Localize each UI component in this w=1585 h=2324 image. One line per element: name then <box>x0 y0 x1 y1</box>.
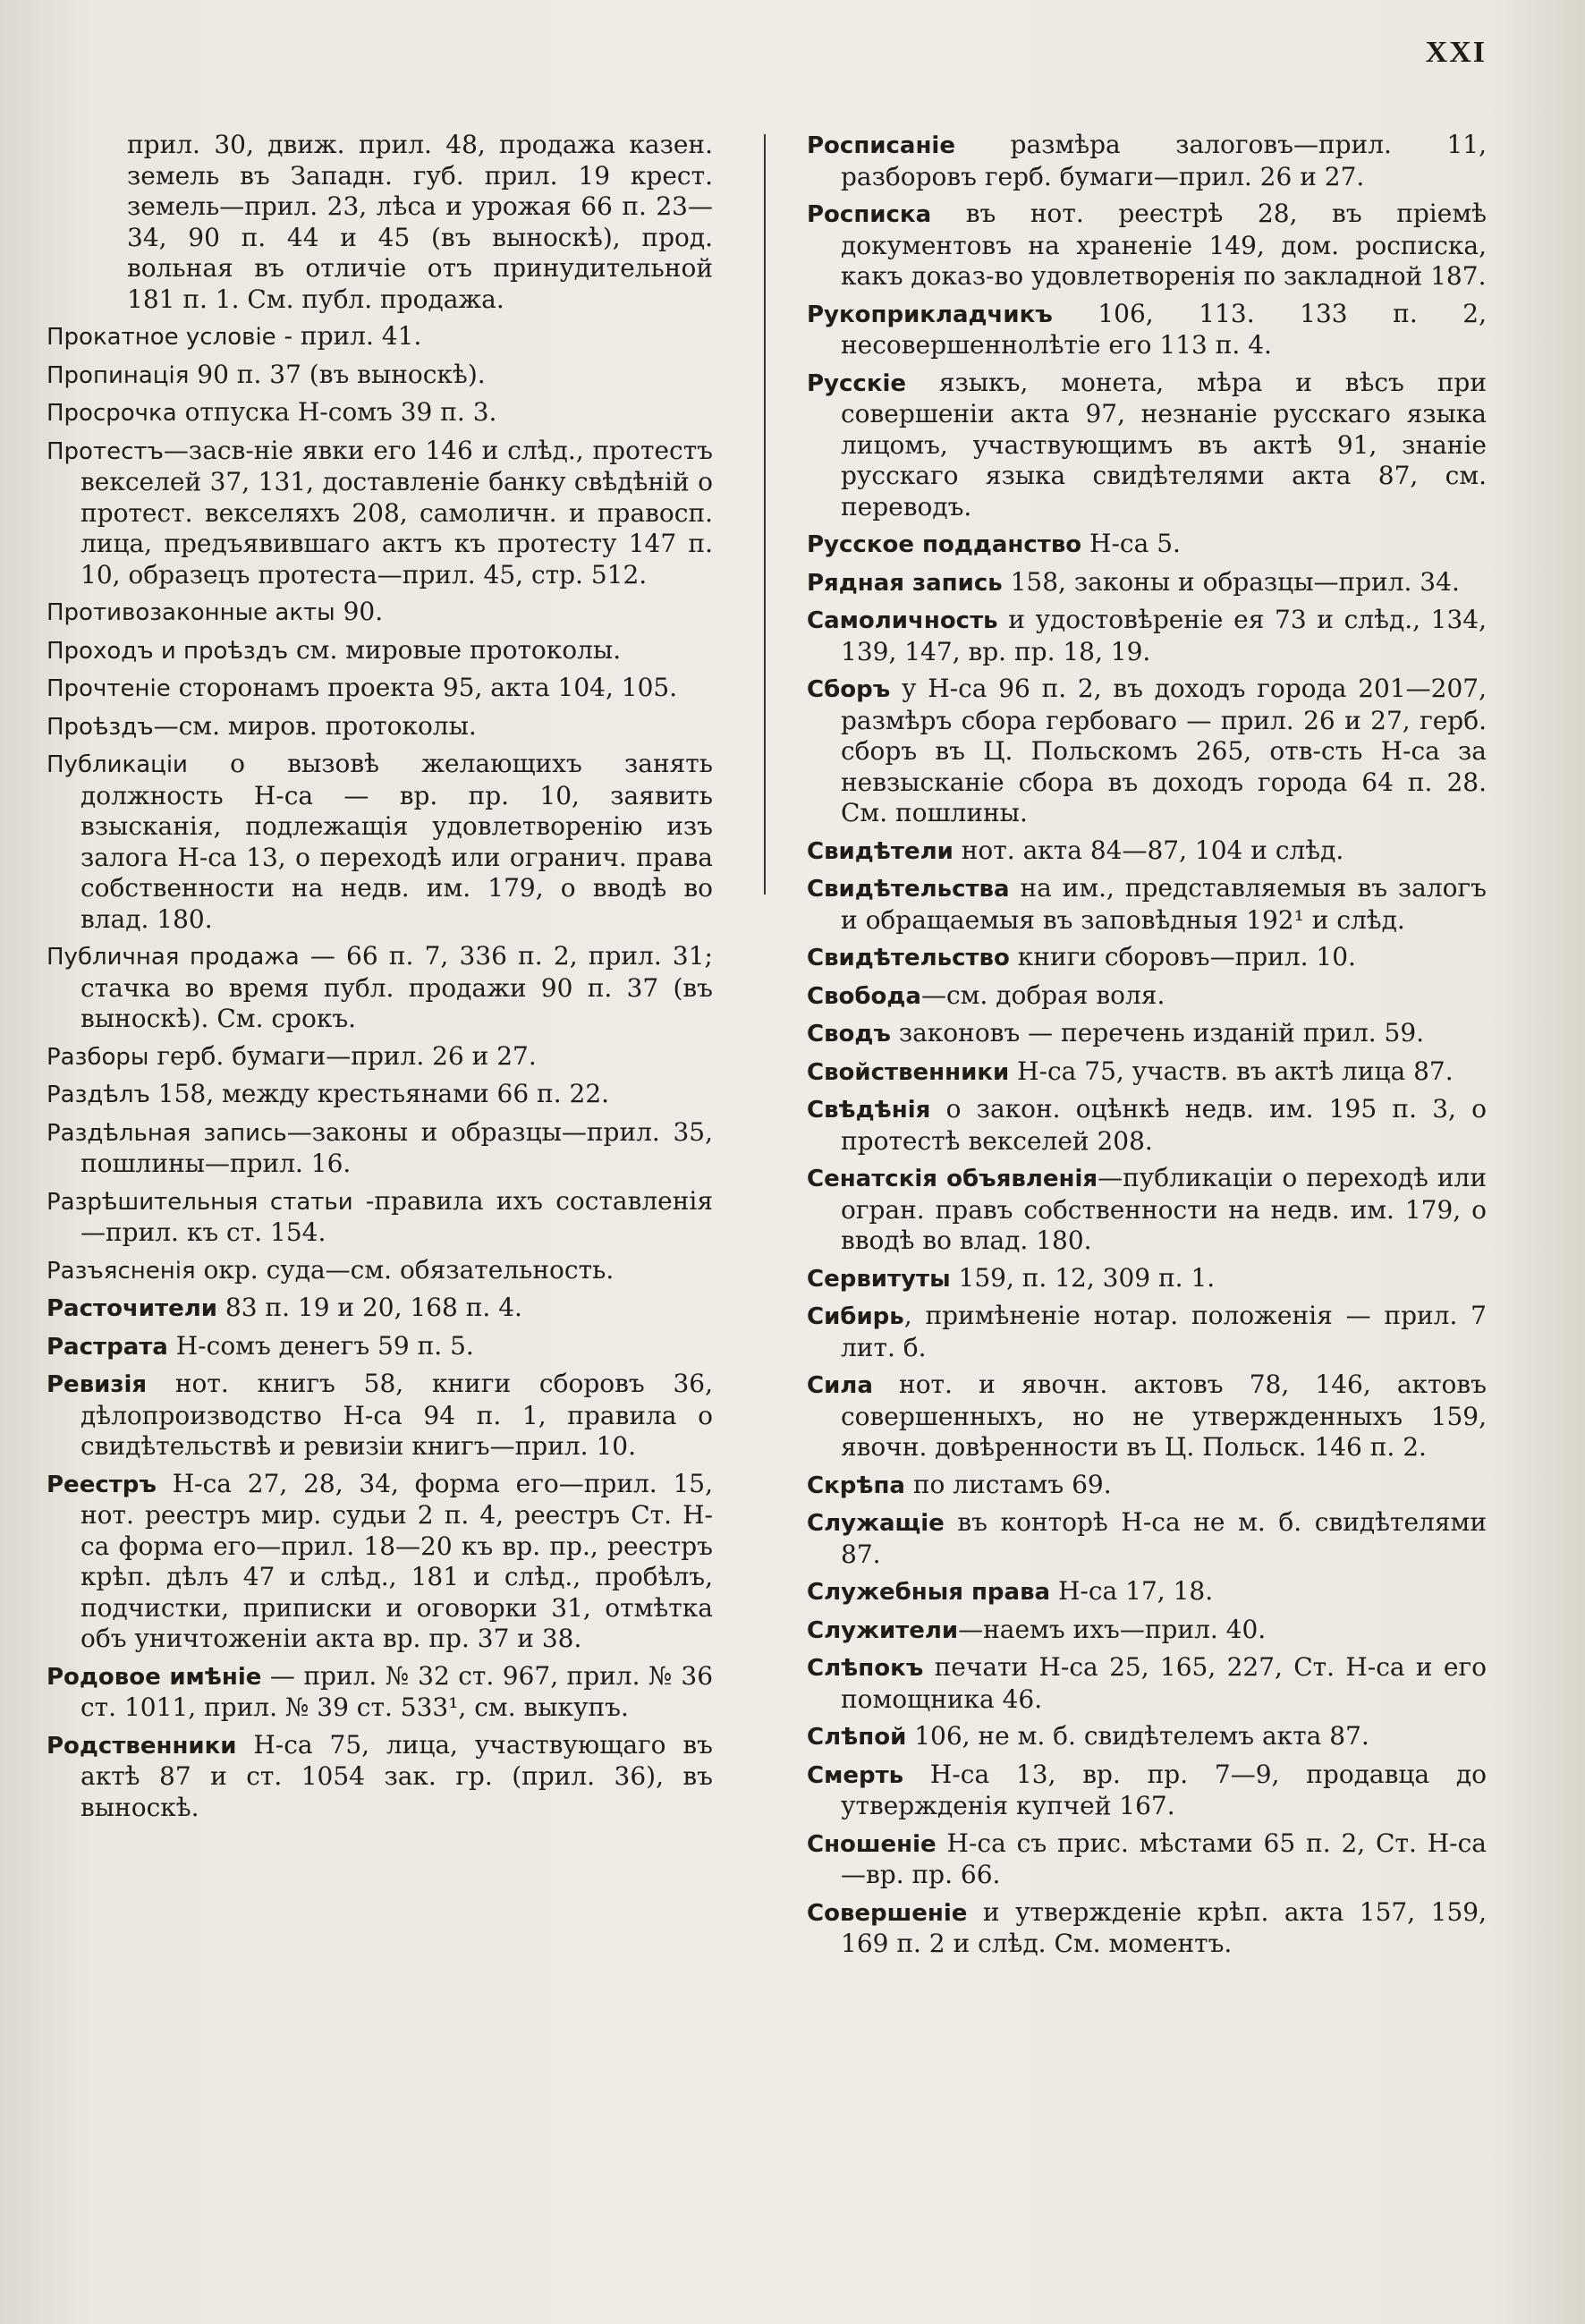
index-entry <box>47 321 713 353</box>
entry-heading: Росписка <box>807 201 932 228</box>
entry-heading: Проѣздъ <box>47 713 154 741</box>
entry-text: , примѣненіе нотар. положенія — прил. 7 лит. б. <box>841 1301 1487 1362</box>
entry-heading: Реестръ <box>47 1471 157 1498</box>
index-entry <box>807 1470 1487 1502</box>
entry-text: размѣра залоговъ—прил. 11, разборовъ герб. бумаги—прил. 26 и 27. <box>841 130 1487 191</box>
entry-text: нот. и явочн. актовъ 78, 146, актовъ совершенныхъ, но не утвержденныхъ 159, явочн. довѣренности въ Ц. Польск. 146 п. 2. <box>841 1370 1487 1462</box>
entry-text: и утвержденіе крѣп. акта 157, 159, 169 п. 2 и слѣд. См. моментъ. <box>841 1896 1487 1958</box>
index-entry <box>47 1293 713 1325</box>
entry-heading: Смерть <box>807 1761 904 1789</box>
index-entry <box>807 980 1487 1013</box>
entry-text: Н-сомъ денегъ 59 п. 5. <box>167 1330 474 1361</box>
entry-heading: Совершеніе <box>807 1899 968 1927</box>
entry-text: въ конторѣ Н-са не м. б. свидѣтелями 87. <box>841 1507 1487 1569</box>
entry-text: —законы и образцы—прил. 35, пошлины—прил. 16. <box>81 1116 713 1178</box>
index-entry <box>807 1760 1487 1822</box>
index-entry <box>807 1828 1487 1891</box>
entry-text: —см. добрая воля. <box>920 980 1165 1010</box>
entry-heading: Разрѣшительныя статьи <box>47 1188 353 1216</box>
index-entry <box>807 605 1487 667</box>
entry-heading: Самоличность <box>807 607 998 634</box>
index-entry <box>807 1056 1487 1089</box>
entry-heading: Протестъ <box>47 437 164 465</box>
entry-heading: Проходъ и проѣздъ <box>47 637 289 665</box>
index-entry <box>47 635 713 667</box>
index-entry <box>47 1730 713 1824</box>
index-entry <box>807 1094 1487 1157</box>
entry-text: —см. миров. протоколы. <box>153 710 477 741</box>
entry-heading: Прокатное условіе <box>47 324 276 351</box>
index-entry <box>47 1079 713 1111</box>
index-entry <box>47 1331 713 1363</box>
entry-heading: Русское подданство <box>807 531 1082 558</box>
entry-text: — 66 п. 7, 336 п. 2, прил. 31; стачка во время публ. продажи 90 п. 37 (въ выноскѣ). См. срокъ. <box>81 941 713 1033</box>
entry-text: 106, 113. 133 п. 2, несовершеннолѣтіе его 113 п. 4. <box>841 298 1487 360</box>
entry-text: 106, не м. б. свидѣтелемъ акта 87. <box>906 1721 1369 1751</box>
entry-heading: Сношеніе <box>807 1830 937 1858</box>
index-entry <box>47 1469 713 1655</box>
index-entry <box>807 873 1487 936</box>
entry-text: о вызовѣ желающихъ занять должность Н-са — вр. пр. 10, заявить взысканія, подлежащія удовлетворенію изъ залога Н-са 13, о переходѣ или огранич. права собственности на недв. им. 179, о вводѣ во влад. 180. <box>81 749 713 934</box>
index-entry <box>47 130 713 315</box>
index-entry <box>807 130 1487 192</box>
entry-text: Н-са 75, лица, участвующаго въ актѣ 87 и ст. 1054 зак. гр. (прил. 36), въ выноскѣ. <box>81 1729 713 1822</box>
index-entry <box>47 1186 713 1249</box>
entry-text: нот. книгъ 58, книги сборовъ 36, дѣлопроизводство Н-са 94 п. 1, правила о свидѣтельствѣ и ревизіи книгъ—прил. 10. <box>81 1369 713 1461</box>
entry-heading: Сибирь <box>807 1303 904 1330</box>
entry-heading: Скрѣпа <box>807 1472 905 1499</box>
entry-heading: Свидѣтельства <box>807 876 1010 903</box>
entry-text: —засв-ніе явки его 146 и слѣд., протестъ векселей 37, 131, доставленіе банку свѣдѣній о протест. векселяхъ 208, самоличн. и правосп. лица, предъявившаго актъ къ протесту 147 п. 10, образецъ протеста—прил. 45, стр. 512. <box>81 435 713 589</box>
entry-text: языкъ, монета, мѣра и вѣсъ при совершеніи акта 97, незнаніе русскаго языка лицомъ, участвующимъ въ актѣ 91, знаніе русскаго языка свидѣтелями акта 87, см. переводъ. <box>841 367 1487 522</box>
index-entry <box>807 1263 1487 1295</box>
index-entry <box>807 1370 1487 1463</box>
entry-text: Н-са съ прис. мѣстами 65 п. 2, Ст. Н-са—вр. пр. 66. <box>841 1828 1487 1889</box>
index-entry <box>807 199 1487 293</box>
entry-text: окр. суда—см. обязательность. <box>195 1254 615 1285</box>
entry-text: прил. 30, движ. прил. 48, продажа казен. земель въ Западн. губ. прил. 19 крест. земель—прил. 23, лѣса и урожая 66 п. 23—34, 90 п. 44 и 45 (въ выноскѣ), прод. вольная въ отличіе отъ принудительной 181 п. 1. См. публ. продажа. <box>127 130 713 314</box>
entry-text: см. мировые протоколы. <box>288 634 622 665</box>
entry-heading: Служащіе <box>807 1510 945 1537</box>
entry-text: у Н-са 96 п. 2, въ доходъ города 201—207, размѣръ сбора гербоваго — прил. 26 и 27, герб. сборъ въ Ц. Польскомъ 265, отв-сть Н-са за невзысканіе сбора въ доходъ города 64 п. 28. См. пошлины. <box>841 674 1487 827</box>
page-number: XXI <box>1425 36 1487 69</box>
index-entry <box>47 1041 713 1073</box>
entry-heading: Свойственники <box>807 1058 1010 1086</box>
entry-heading: Рядная запись <box>807 569 1003 597</box>
entry-heading: Публичная продажа <box>47 944 300 971</box>
entry-heading: Служители <box>807 1616 959 1644</box>
entry-heading: Расточители <box>47 1295 217 1322</box>
index-entry <box>47 711 713 743</box>
index-entry <box>47 673 713 705</box>
entry-heading: Разборы <box>47 1043 149 1071</box>
index-entry <box>807 299 1487 361</box>
column-divider <box>764 134 766 895</box>
entry-heading: Сервитуты <box>807 1265 951 1293</box>
entry-heading: Родственники <box>47 1732 237 1760</box>
index-entry <box>807 1721 1487 1753</box>
entry-heading: Росписаніе <box>807 132 955 159</box>
index-entry <box>807 1897 1487 1960</box>
entry-text: по листамъ 69. <box>904 1469 1112 1499</box>
entry-heading: Просрочка <box>47 400 177 427</box>
entry-heading: Сила <box>807 1372 873 1399</box>
index-entry <box>47 941 713 1035</box>
entry-heading: Публикаціи <box>47 751 188 778</box>
entry-heading: Свидѣтельство <box>807 945 1010 971</box>
entry-text: -правила ихъ составленія—прил. къ ст. 154. <box>81 1185 714 1247</box>
entry-heading: Сводъ <box>807 1021 891 1047</box>
entry-text: 158, между крестьянами 66 п. 22. <box>149 1079 610 1108</box>
entry-text: 83 п. 19 и 20, 168 п. 4. <box>216 1293 522 1322</box>
index-entry <box>47 1369 713 1463</box>
entry-text: сторонамъ проекта 95, акта 104, 105. <box>170 673 678 702</box>
entry-text: Н-са 5. <box>1081 529 1181 558</box>
entry-text: Н-са 75, участв. въ актѣ лица 87. <box>1009 1056 1454 1086</box>
entry-text: законовъ — перечень изданій прил. 59. <box>890 1018 1425 1047</box>
entry-text: 158, законы и образцы—прил. 34. <box>1002 566 1460 597</box>
entry-text: книги сборовъ—прил. 10. <box>1009 942 1356 971</box>
entry-text: Н-са 17, 18. <box>1050 1576 1214 1606</box>
index-entry <box>47 749 713 935</box>
entry-heading: Родовое имѣніе <box>47 1663 262 1691</box>
index-entry <box>807 529 1487 561</box>
left-column <box>47 130 713 1829</box>
entry-text: —наемъ ихъ—прил. 40. <box>958 1614 1267 1644</box>
entry-heading: Растрата <box>47 1333 168 1361</box>
index-entry <box>47 1661 713 1724</box>
entry-heading: Сенатскія объявленія <box>807 1166 1098 1192</box>
index-entry <box>47 360 713 392</box>
entry-heading: Русскіе <box>807 369 907 397</box>
index-entry <box>807 835 1487 868</box>
entry-text: —публикаціи о переходѣ или огран. правъ собственности на недв. им. 179, о вводѣ во влад. 180. <box>841 1163 1487 1255</box>
entry-text: — прил. № 32 ст. 967, прил. № 36 ст. 1011, прил. № 39 ст. 533¹, см. выкупъ. <box>81 1660 714 1722</box>
index-entry <box>807 1018 1487 1050</box>
entry-heading: Служебныя права <box>807 1579 1051 1606</box>
entry-text: Н-са 13, вр. пр. 7—9, продавца до утвержденія купчей 167. <box>841 1759 1487 1820</box>
index-entry <box>807 674 1487 829</box>
entry-heading: Раздѣлъ <box>47 1081 150 1108</box>
entry-text: печати Н-са 25, 165, 227, Ст. Н-са и его помощника 46. <box>841 1652 1487 1714</box>
index-entry <box>47 597 713 629</box>
index-entry <box>807 1652 1487 1715</box>
entry-heading: Сборъ <box>807 676 891 703</box>
index-entry <box>807 1163 1487 1257</box>
entry-text: Н-са 27, 28, 34, форма его—прил. 15, нот. реестръ мир. судьи 2 п. 4, реестръ Ст. Н-са форма его—прил. 18—20 къ вр. пр., реестръ крѣп. дѣлъ 47 и слѣд., 181 и слѣд., пробѣлъ, подчистки, приписки и оговорки 31, отмѣтка объ уничтоженіи акта вр. пр. 37 и 38. <box>81 1468 713 1653</box>
entry-text: о закон. оцѣнкѣ недв. им. 195 п. 3, о протестѣ векселей 208. <box>841 1094 1487 1156</box>
entry-text: на им., представляемыя въ залогъ и обращаемыя въ заповѣдныя 192¹ и слѣд. <box>841 873 1487 935</box>
entry-text: 159, п. 12, 309 п. 1. <box>950 1262 1216 1293</box>
entry-heading: Разъясненія <box>47 1257 196 1285</box>
index-entry <box>807 567 1487 599</box>
entry-heading: Рукоприкладчикъ <box>807 301 1053 328</box>
entry-text: отпуска Н-сомъ 39 п. 3. <box>176 397 497 427</box>
entry-heading: Противозаконные акты <box>47 599 335 626</box>
entry-heading: Свидѣтели <box>807 837 954 865</box>
index-entry <box>47 397 713 429</box>
entry-text: 90 п. 37 (въ выноскѣ). <box>189 359 486 389</box>
entry-heading: Свобода <box>807 982 921 1010</box>
index-entry <box>47 1117 713 1180</box>
entry-heading: Раздѣльная запись <box>47 1119 287 1147</box>
index-entry <box>807 1615 1487 1647</box>
index-entry <box>47 436 713 591</box>
index-entry <box>807 1576 1487 1608</box>
entry-text: въ нот. реестрѣ 28, въ пріемѣ документовъ на храненіе 149, дом. росписка, какъ доказ-во удовлетворенія по закладной 187. <box>841 199 1487 291</box>
entry-heading: Прочтеніе <box>47 675 171 702</box>
entry-heading: Слѣпокъ <box>807 1655 924 1682</box>
index-entry <box>807 1301 1487 1363</box>
entry-text: герб. бумаги—прил. 26 и 27. <box>148 1040 537 1071</box>
index-entry <box>807 942 1487 974</box>
entry-text: и удостовѣреніе ея 73 и слѣд., 134, 139, 147, вр. пр. 18, 19. <box>841 605 1487 666</box>
entry-text: 90. <box>335 597 384 626</box>
entry-heading: Пропинація <box>47 361 190 389</box>
entry-text: - прил. 41. <box>275 321 422 351</box>
entry-text: нот. акта 84—87, 104 и слѣд. <box>953 835 1344 865</box>
index-entry <box>807 1507 1487 1570</box>
index-entry <box>47 1255 713 1287</box>
entry-heading: Ревизія <box>47 1371 148 1398</box>
right-column <box>807 130 1487 1966</box>
entry-heading: Свѣдѣнія <box>807 1097 931 1124</box>
index-entry <box>807 368 1487 523</box>
entry-heading: Слѣпой <box>807 1724 907 1751</box>
